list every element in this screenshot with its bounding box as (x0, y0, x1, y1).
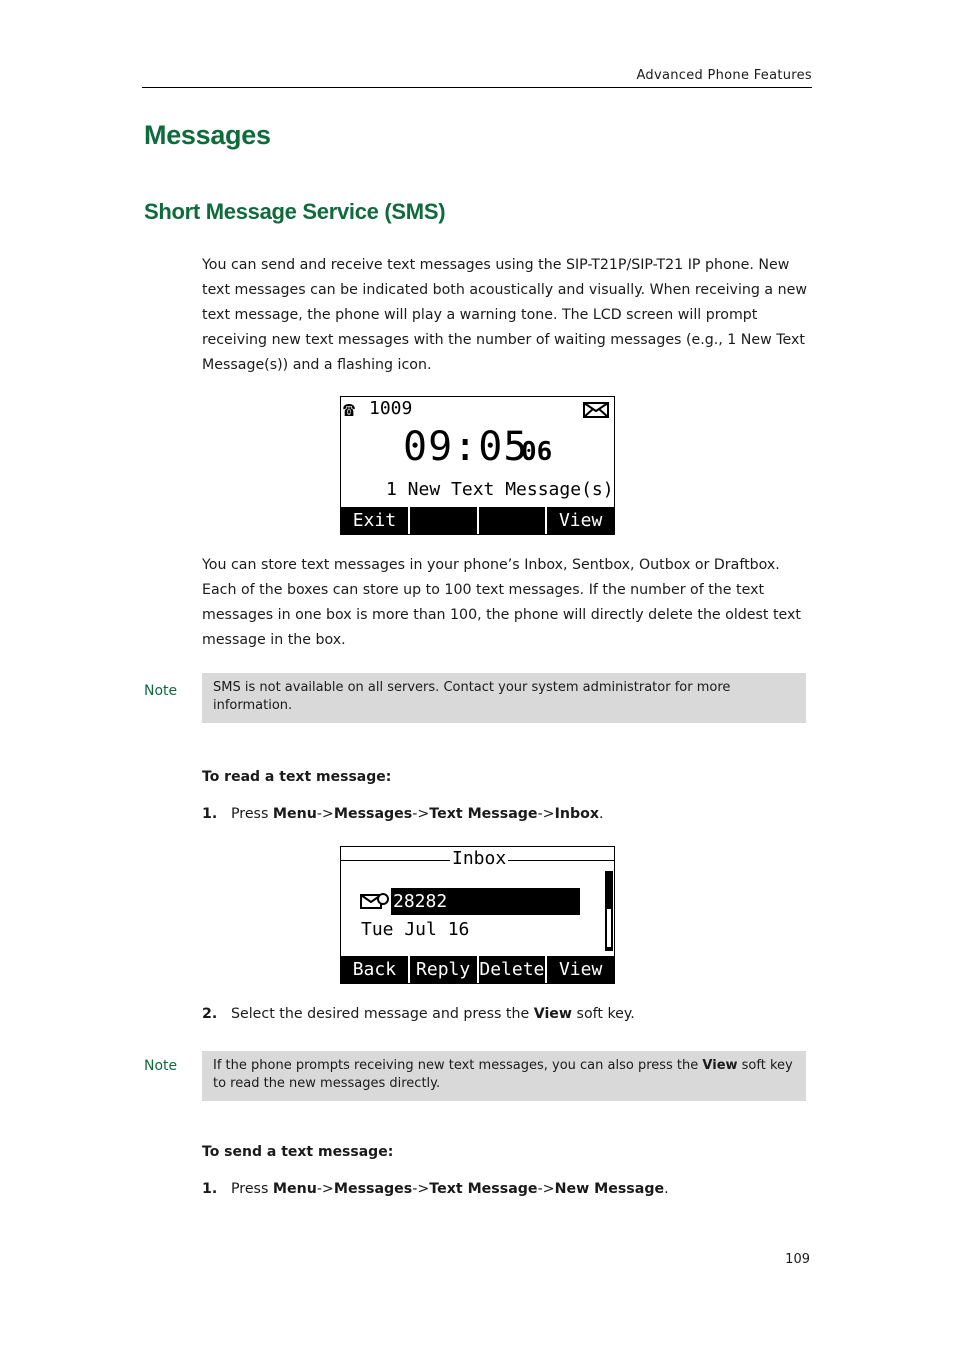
softkey-blank-2[interactable] (479, 507, 548, 534)
intro-paragraph: You can send and receive text messages using the SIP-T21P/SIP-T21 IP phone. New text messages can be indicated both acoustically and visually. When receiving a new text message, the phone will play a warning tone. The LCD screen will prompt receiving new text messages with the number of waiting messages (e.g., 1 New Text Message(s)) and a flashing icon. (202, 257, 807, 373)
note-label: Note (144, 683, 178, 699)
note-text: soft key to read the new messages directly. (213, 1058, 793, 1091)
messages-keyword: Messages (333, 806, 413, 822)
messages-keyword: Messages (333, 1181, 413, 1197)
step-number: 1. (202, 1181, 218, 1197)
lcd-idle-screen (340, 396, 615, 535)
subsection-heading-sms: Short Message Service (SMS) (144, 199, 446, 224)
scrollbar-track (607, 909, 611, 947)
inbox-keyword: Inbox (554, 806, 600, 822)
menu-keyword: Menu (272, 806, 317, 822)
lcd-clock-time: 09:05 (403, 424, 529, 470)
step-end: . (599, 806, 604, 822)
softkey-exit[interactable]: Exit (341, 507, 410, 534)
lcd-inbox-screen (340, 846, 615, 984)
note-text: If the phone prompts receiving new text messages, you can also press the (213, 1058, 703, 1073)
note-box (202, 1051, 806, 1101)
read-step-2 (202, 1006, 635, 1022)
arrow-separator: -> (412, 1181, 430, 1197)
step-number: 2. (202, 1006, 218, 1022)
text-message-keyword: Text Message (429, 1181, 538, 1197)
arrow-separator: -> (537, 806, 555, 822)
menu-keyword: Menu (272, 1181, 317, 1197)
lcd-extension: 1009 (369, 398, 413, 419)
step-text: soft key. (572, 1006, 635, 1022)
step-text: Press (231, 1181, 273, 1197)
softkey-reply[interactable]: Reply (410, 956, 479, 983)
envelope-unread-icon (360, 893, 390, 909)
softkey-back[interactable]: Back (341, 956, 410, 983)
text-message-keyword: Text Message (429, 806, 538, 822)
header-rule (142, 87, 812, 88)
envelope-icon (583, 402, 609, 418)
procedure-title-send: To send a text message: (202, 1144, 394, 1160)
arrow-separator: -> (537, 1181, 555, 1197)
message-date: Tue Jul 16 (361, 919, 470, 940)
page-number: 109 (785, 1252, 810, 1267)
telephone-icon: ☎ (343, 397, 356, 421)
step-end: . (664, 1181, 669, 1197)
note-label: Note (144, 1058, 178, 1074)
lcd-new-message-prompt: 1 New Text Message(s) (386, 479, 614, 500)
step-text: Press (231, 806, 273, 822)
message-sender-number: 28282 (393, 891, 448, 912)
step-number: 1. (202, 806, 218, 822)
view-keyword: View (533, 1006, 573, 1022)
section-heading-messages: Messages (144, 120, 271, 150)
softkey-delete[interactable]: Delete (479, 956, 548, 983)
arrow-separator: -> (412, 806, 430, 822)
new-message-keyword: New Message (554, 1181, 665, 1197)
step-text: Select the desired message and press the (231, 1006, 534, 1022)
arrow-separator: -> (316, 806, 334, 822)
note-box: SMS is not available on all servers. Contact your system administrator for more information. (202, 673, 806, 723)
lcd-clock-seconds: 06 (521, 437, 553, 467)
softkey-view[interactable]: View (558, 510, 603, 531)
softkey-view[interactable]: View (558, 959, 603, 980)
softkey-blank-1[interactable] (410, 507, 479, 534)
running-header: Advanced Phone Features (636, 68, 812, 83)
arrow-separator: -> (316, 1181, 334, 1197)
lcd-softkey-bar (341, 956, 614, 983)
inbox-title: Inbox (452, 848, 507, 869)
view-keyword: View (702, 1058, 738, 1073)
read-step-1 (202, 806, 604, 822)
procedure-title-read: To read a text message: (202, 769, 392, 785)
lcd-softkey-bar (341, 507, 614, 534)
storage-paragraph: You can store text messages in your phone’s Inbox, Sentbox, Outbox or Draftbox. Each of the boxes can store up to 100 text messages. If the number of the text messages in one box is more than 100, the phone will directly delete the oldest text message in the box. (202, 557, 801, 648)
send-step-1 (202, 1181, 669, 1197)
